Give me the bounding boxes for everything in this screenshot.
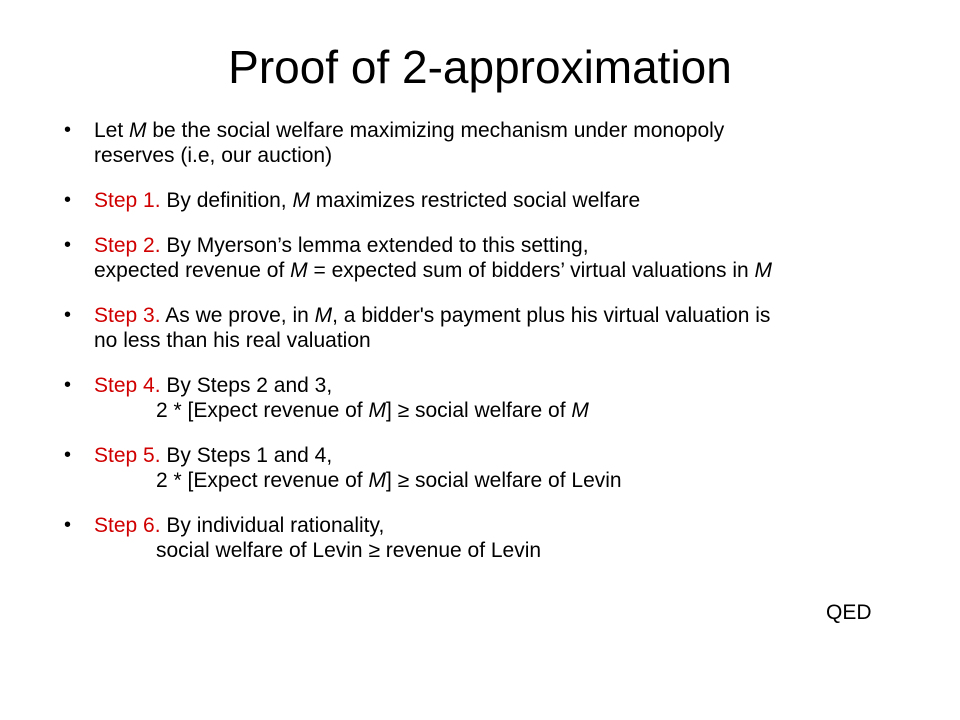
bullet-step-6 — [60, 513, 920, 563]
text: ] ≥ social welfare of Levin — [385, 469, 622, 492]
bullet-step-5 — [60, 443, 920, 493]
math-m: M — [292, 189, 310, 212]
bullet-icon: • — [64, 234, 72, 256]
bullet-icon: • — [64, 514, 72, 536]
math-m: M — [314, 304, 333, 327]
text: 2 * [Expect revenue of — [156, 469, 369, 492]
bullet-icon: • — [64, 374, 72, 396]
step-label: Step 5. — [94, 444, 161, 467]
bullet-icon: • — [64, 119, 72, 141]
step-label: Step 2. — [94, 234, 161, 257]
text: By Steps 1 and 4, — [160, 444, 333, 467]
indented-line: social welfare of Levin ≥ revenue of Levin — [156, 539, 542, 562]
bullet-list — [60, 118, 920, 583]
math-m: M — [754, 259, 773, 282]
bullet-step-2 — [60, 233, 920, 283]
text: 2 * [Expect revenue of — [156, 399, 369, 422]
step-label: Step 6. — [94, 514, 161, 537]
step-label: Step 1. — [94, 189, 161, 212]
bullet-step-3 — [60, 303, 920, 353]
math-m: M — [129, 119, 147, 142]
text: reserves (i.e, our auction) — [94, 144, 333, 167]
slide-title: Proof of 2-approximation — [228, 41, 732, 93]
text: By Steps 2 and 3, — [160, 374, 333, 397]
math-m: M — [368, 399, 386, 422]
text: = expected sum of bidders’ virtual valuations in — [307, 259, 755, 282]
text: Let — [94, 119, 130, 142]
math-m: M — [368, 469, 386, 492]
bullet-icon: • — [64, 304, 72, 326]
text: maximizes restricted social welfare — [309, 189, 641, 212]
bullet-step-4 — [60, 373, 920, 423]
text: By Myerson’s lemma extended to this setting, — [160, 234, 589, 257]
bullet-step-1 — [60, 188, 920, 213]
qed-label: QED — [826, 601, 872, 624]
text: By individual rationality, — [160, 514, 385, 537]
math-m: M — [571, 399, 589, 422]
text: be the social welfare maximizing mechanism under monopoly — [146, 119, 725, 142]
text: expected revenue of — [94, 259, 291, 282]
bullet-icon: • — [64, 444, 72, 466]
text: As we prove, in — [160, 304, 315, 327]
text: By definition, — [160, 189, 293, 212]
bullet-icon: • — [64, 189, 72, 211]
step-label: Step 4. — [94, 374, 161, 397]
step-label: Step 3. — [94, 304, 161, 327]
indented-line — [94, 468, 622, 493]
text: no less than his real valuation — [94, 329, 371, 352]
text: , a bidder's payment plus his virtual valuation is — [332, 304, 771, 327]
indented-line — [94, 398, 589, 423]
text: ] ≥ social welfare of — [385, 399, 572, 422]
bullet-definition — [60, 118, 920, 168]
math-m: M — [290, 259, 308, 282]
